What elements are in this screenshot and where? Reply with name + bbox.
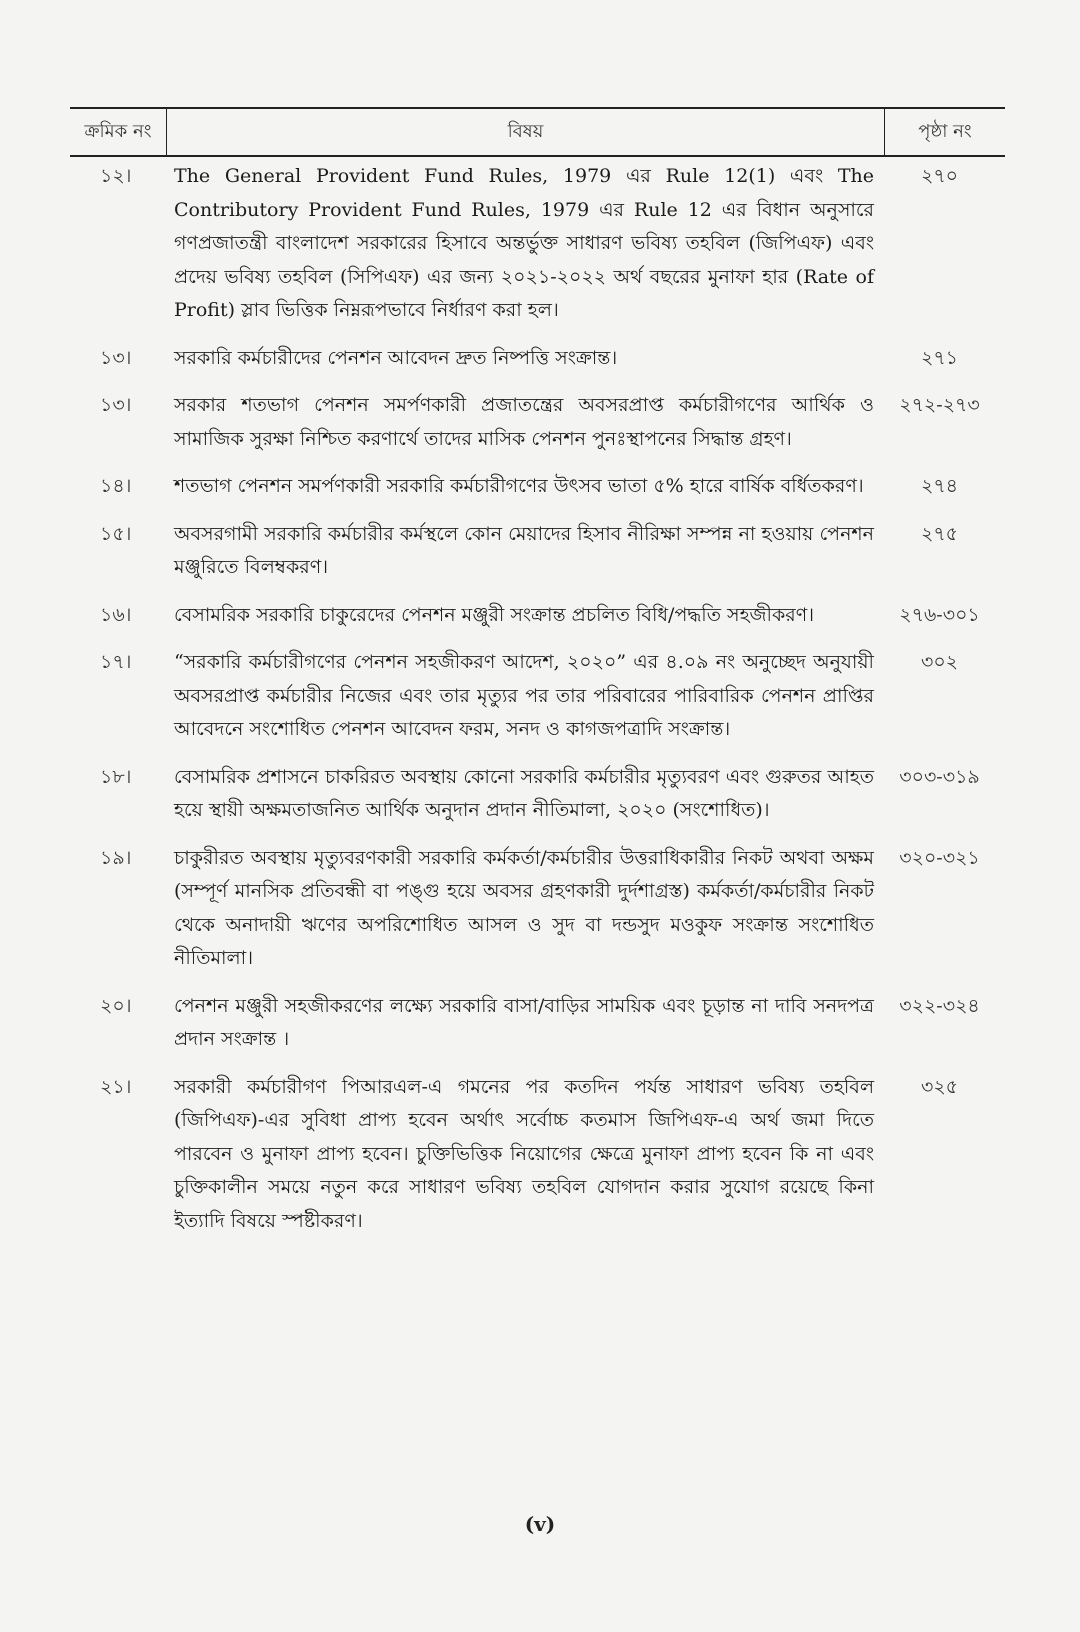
- entry-serial: ১৩।: [100, 394, 132, 416]
- toc-entry: [70, 518, 1005, 585]
- entry-page: ২৭৪: [920, 475, 959, 497]
- toc-entry: [70, 990, 1005, 1057]
- toc-entry: [70, 646, 1005, 747]
- entry-subject: বেসামরিক সরকারি চাকুরেদের পেনশন মঞ্জুরী সংক্রান্ত প্রচলিত বিধি/পদ্ধতি সহজীকরণ।: [174, 603, 815, 626]
- entry-page: ২৭২-২৭৩: [899, 394, 980, 416]
- entry-subject: পেনশন মঞ্জুরী সহজীকরণের লক্ষ্যে সরকারি বাসা/বাড়ির সাময়িক এবং চূড়ান্ত না দাবি সনদপত্র প্রদান সংক্রান্ত ।: [174, 994, 874, 1050]
- toc-entry: [70, 842, 1005, 976]
- entry-subject: The General Provident Fund Rules, 1979 এর Rule 12(1) এবং The Contributory Provident Fund Rules, 1979 এর Rule 12 এর বিধান অনুসারে গণপ্রজাতন্ত্রী বাংলাদেশ সরকারের হিসাবে অন্তর্ভুক্ত সাধারণ ভবিষ্য তহবিল (জিপিএফ) এবং প্রদেয় ভবিষ্য তহবিল (সিপিএফ) এর জন্য ২০২১-২০২২ অর্থ বছরের মুনাফা হার (Rate of Profit) স্লাব ভিত্তিক নিম্নরূপভাবে নির্ধারণ করা হল।: [174, 165, 874, 321]
- entry-serial: ২১।: [100, 1075, 132, 1098]
- entry-serial: ১৭।: [100, 651, 132, 673]
- subject-column-header: বিষয়: [167, 109, 885, 155]
- entry-page: ২৭৬-৩০১: [899, 603, 980, 626]
- entry-subject: শতভাগ পেনশন সমর্পণকারী সরকারি কর্মচারীগণের উৎসব ভাতা ৫% হারে বার্ষিক বর্ধিতকরণ।: [174, 475, 864, 497]
- entry-page: ৩২০-৩২১: [899, 846, 980, 869]
- entry-subject: সরকারি কর্মচারীদের পেনশন আবেদন দ্রুত নিষ্পত্তি সংক্রান্ত।: [174, 346, 618, 369]
- toc-entry: [70, 599, 1005, 633]
- toc-header-table: [70, 107, 1005, 157]
- page-number: (v): [524, 1512, 556, 1536]
- entry-subject: চাকুরীরত অবস্থায় মৃত্যুবরণকারী সরকারি কর্মকর্তা/কর্মচারীর উত্তরাধিকারীর নিকট অথবা অক্ষম (সম্পূর্ণ মানসিক প্রতিবন্ধী বা পঙ্গু হয়ে অবসর গ্রহণকারী দুর্দশাগ্রস্ত) কর্মকর্তা/কর্মচারীর নিকট থেকে অনাদায়ী ঋণের অপরিশোধিত আসল ও সুদ বা দন্ডসুদ মওকুফ সংক্রান্ত সংশোধিত নীতিমালা।: [174, 846, 874, 969]
- entry-subject: অবসরগামী সরকারি কর্মচারীর কর্মস্থলে কোন মেয়াদের হিসাব নীরিক্ষা সম্পন্ন না হওয়ায় পেনশন মঞ্জুরিতে বিলম্বকরণ।: [174, 522, 874, 578]
- entry-serial: ১৪।: [100, 475, 132, 497]
- entry-serial: ১৬।: [100, 603, 132, 626]
- page-column-header: পৃষ্ঠা নং: [918, 120, 972, 142]
- entry-page: ৩২২-৩২৪: [899, 994, 980, 1017]
- entry-subject: “সরকারি কর্মচারীগণের পেনশন সহজীকরণ আদেশ, ২০২০” এর ৪.০৯ নং অনুচ্ছেদ অনুযায়ী অবসরপ্রাপ্ত কর্মচারীর নিজের এবং তার মৃত্যুর পর তার পরিবারের পারিবারিক পেনশন প্রাপ্তির আবেদনে সংশোধিত পেনশন আবেদন ফরম, সনদ ও কাগজপত্রাদি সংক্রান্ত।: [174, 651, 874, 740]
- entry-serial: ২০।: [100, 994, 132, 1017]
- toc-header-row: [70, 107, 1005, 157]
- toc-entry: [70, 761, 1005, 828]
- entry-page: ৩০২: [920, 651, 959, 673]
- entry-subject: বেসামরিক প্রশাসনে চাকরিরত অবস্থায় কোনো সরকারি কর্মচারীর মৃত্যুবরণ এবং গুরুতর আহত হয়ে স্থায়ী অক্ষমতাজনিত আর্থিক অনুদান প্রদান নীতিমালা, ২০২০ (সংশোধিত)।: [174, 765, 874, 821]
- toc-entry: [70, 342, 1005, 376]
- toc-entries: [70, 160, 1005, 1252]
- toc-entry: [70, 1071, 1005, 1239]
- entry-page: ৩২৫: [920, 1075, 959, 1098]
- entry-page: ২৭৫: [920, 522, 959, 545]
- toc-entry: [70, 389, 1005, 456]
- entry-serial: ১৮।: [100, 765, 132, 788]
- serial-column-header: ক্রমিক নং: [70, 109, 167, 155]
- entry-page: ৩০৩-৩১৯: [899, 765, 980, 788]
- entry-serial: ১৯।: [100, 846, 132, 869]
- entry-page: ২৭০: [920, 165, 959, 187]
- entry-serial: ১৩।: [100, 346, 132, 369]
- entry-subject: সরকারী কর্মচারীগণ পিআরএল-এ গমনের পর কতদিন পর্যন্ত সাধারণ ভবিষ্য তহবিল (জিপিএফ)-এর সুবিধা প্রাপ্য হবেন অর্থাৎ সর্বোচ্চ কতমাস জিপিএফ-এ অর্থ জমা দিতে পারবেন ও মুনাফা প্রাপ্য হবেন। চুক্তিভিত্তিক নিয়োগের ক্ষেত্রে মুনাফা প্রাপ্য হবেন কি না এবং চুক্তিকালীন সময়ে নতুন করে সাধারণ ভবিষ্য তহবিল যোগদান করার সুযোগ রয়েছে কিনা ইত্যাদি বিষয়ে স্পষ্টীকরণ।: [174, 1075, 874, 1232]
- entry-serial: ১২।: [100, 165, 132, 187]
- entry-page: ২৭১: [920, 346, 959, 369]
- toc-entry: [70, 160, 1005, 328]
- entry-subject: সরকার শতভাগ পেনশন সমর্পণকারী প্রজাতন্ত্রের অবসরপ্রাপ্ত কর্মচারীগণের আর্থিক ও সামাজিক সুরক্ষা নিশ্চিত করণার্থে তাদের মাসিক পেনশন পুনঃস্থাপনের সিদ্ধান্ত গ্রহণ।: [174, 394, 874, 450]
- toc-entry: [70, 470, 1005, 504]
- entry-serial: ১৫।: [100, 522, 132, 545]
